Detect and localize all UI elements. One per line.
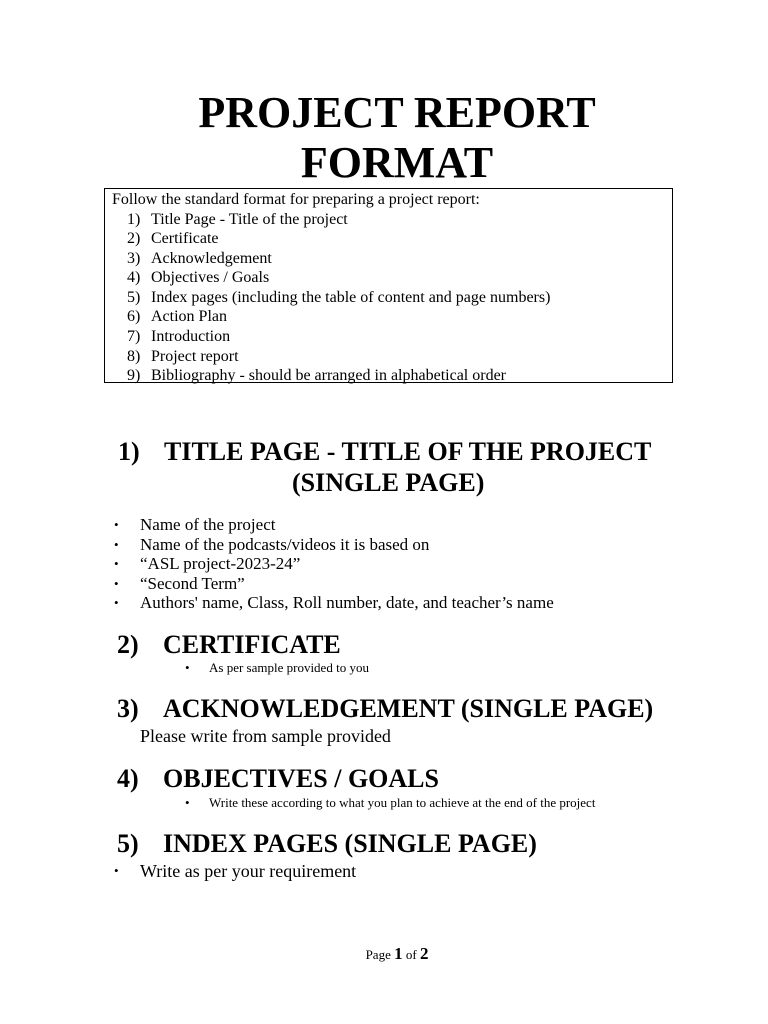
list-item [114,593,554,613]
list-item [114,535,554,555]
certificate-bullet-list [185,660,369,676]
list-number: 8) [127,347,141,365]
list-item-text: Name of the podcasts/videos it is based on [140,534,430,554]
bullet-icon: • [114,595,119,611]
section-heading-text: TITLE PAGE - TITLE OF THE PROJECT [164,437,652,466]
format-list [105,210,550,386]
bullet-icon: • [114,575,119,591]
list-item [114,574,554,594]
section-heading-text: CERTIFICATE [163,630,341,659]
list-item-text: Authors' name, Class, Roll number, date, and teacher’s name [140,593,554,613]
format-list-item [105,268,550,288]
section-heading-text: INDEX PAGES (SINGLE PAGE) [163,829,537,858]
section-number: 4) [117,764,139,793]
page-title-line-2: FORMAT [300,138,494,187]
format-list-item [105,249,550,269]
acknowledgement-instruction-text: Please write from sample provided [140,726,391,746]
bullet-icon: • [185,660,190,675]
of-word: of [405,947,417,962]
index-bullet-list [114,860,356,882]
list-item [114,515,554,535]
section-number: 5) [117,829,139,858]
section-title-page-heading-line-2: (SINGLE PAGE) [292,468,485,497]
list-number: 7) [127,328,141,346]
section-heading-text: OBJECTIVES / GOALS [163,764,439,793]
list-item-text: Project report [151,347,239,365]
list-item-text: Acknowledgement [151,249,272,267]
bullet-icon: • [114,863,119,878]
format-summary-box [104,188,673,383]
page-title-line-1: PROJECT REPORT [198,88,596,137]
bullet-icon: • [185,795,190,810]
section-heading-text: ACKNOWLEDGEMENT (SINGLE PAGE) [163,694,654,723]
list-number: 6) [127,308,141,326]
list-number: 4) [127,269,141,287]
list-item [185,795,595,811]
list-number: 1) [127,210,141,228]
format-list-item [105,210,550,230]
current-page-number: 1 [394,944,403,963]
list-item-text: Title Page - Title of the project [151,210,348,228]
list-item-text: Action Plan [151,308,227,326]
section-number: 3) [117,694,139,723]
list-item [114,554,554,574]
bullet-icon: • [114,556,119,572]
list-item-text: Write as per your requirement [140,861,357,881]
format-list-item [105,327,550,347]
format-list-item [105,366,550,386]
list-item-text: “ASL project-2023-24” [140,554,301,574]
format-list-item [105,229,550,249]
list-item-text: Index pages (including the table of content and page numbers) [151,288,551,306]
list-number: 9) [127,367,141,385]
list-item-text: Certificate [151,230,219,248]
list-item-text: Objectives / Goals [151,269,270,287]
format-list-item [105,347,550,367]
list-item-text: Introduction [151,328,231,346]
list-item-text: Write these according to what you plan to achieve at the end of the project [209,795,596,810]
section-number: 2) [117,630,139,659]
page-title [0,88,768,188]
format-intro-text: Follow the standard format for preparing a project report: [112,191,480,208]
list-number: 5) [127,288,141,306]
list-item-text: “Second Term” [140,573,245,593]
format-list-item [105,307,550,327]
objectives-bullet-list [185,795,595,811]
list-item [114,860,356,882]
bullet-icon: • [114,517,119,532]
list-number: 2) [127,230,141,248]
list-item [185,660,369,676]
list-item-text: Bibliography - should be arranged in alphabetical order [151,367,506,385]
bullet-icon: • [114,536,119,552]
page-word: Page [365,947,391,962]
title-page-bullet-list [114,515,554,613]
total-page-count: 2 [419,944,429,963]
list-item-text: Name of the project [140,515,276,534]
list-number: 3) [127,249,141,267]
section-number: 1) [118,437,140,466]
format-list-item [105,288,550,308]
list-item-text: As per sample provided to you [209,660,369,675]
page-number-footer [0,944,768,965]
